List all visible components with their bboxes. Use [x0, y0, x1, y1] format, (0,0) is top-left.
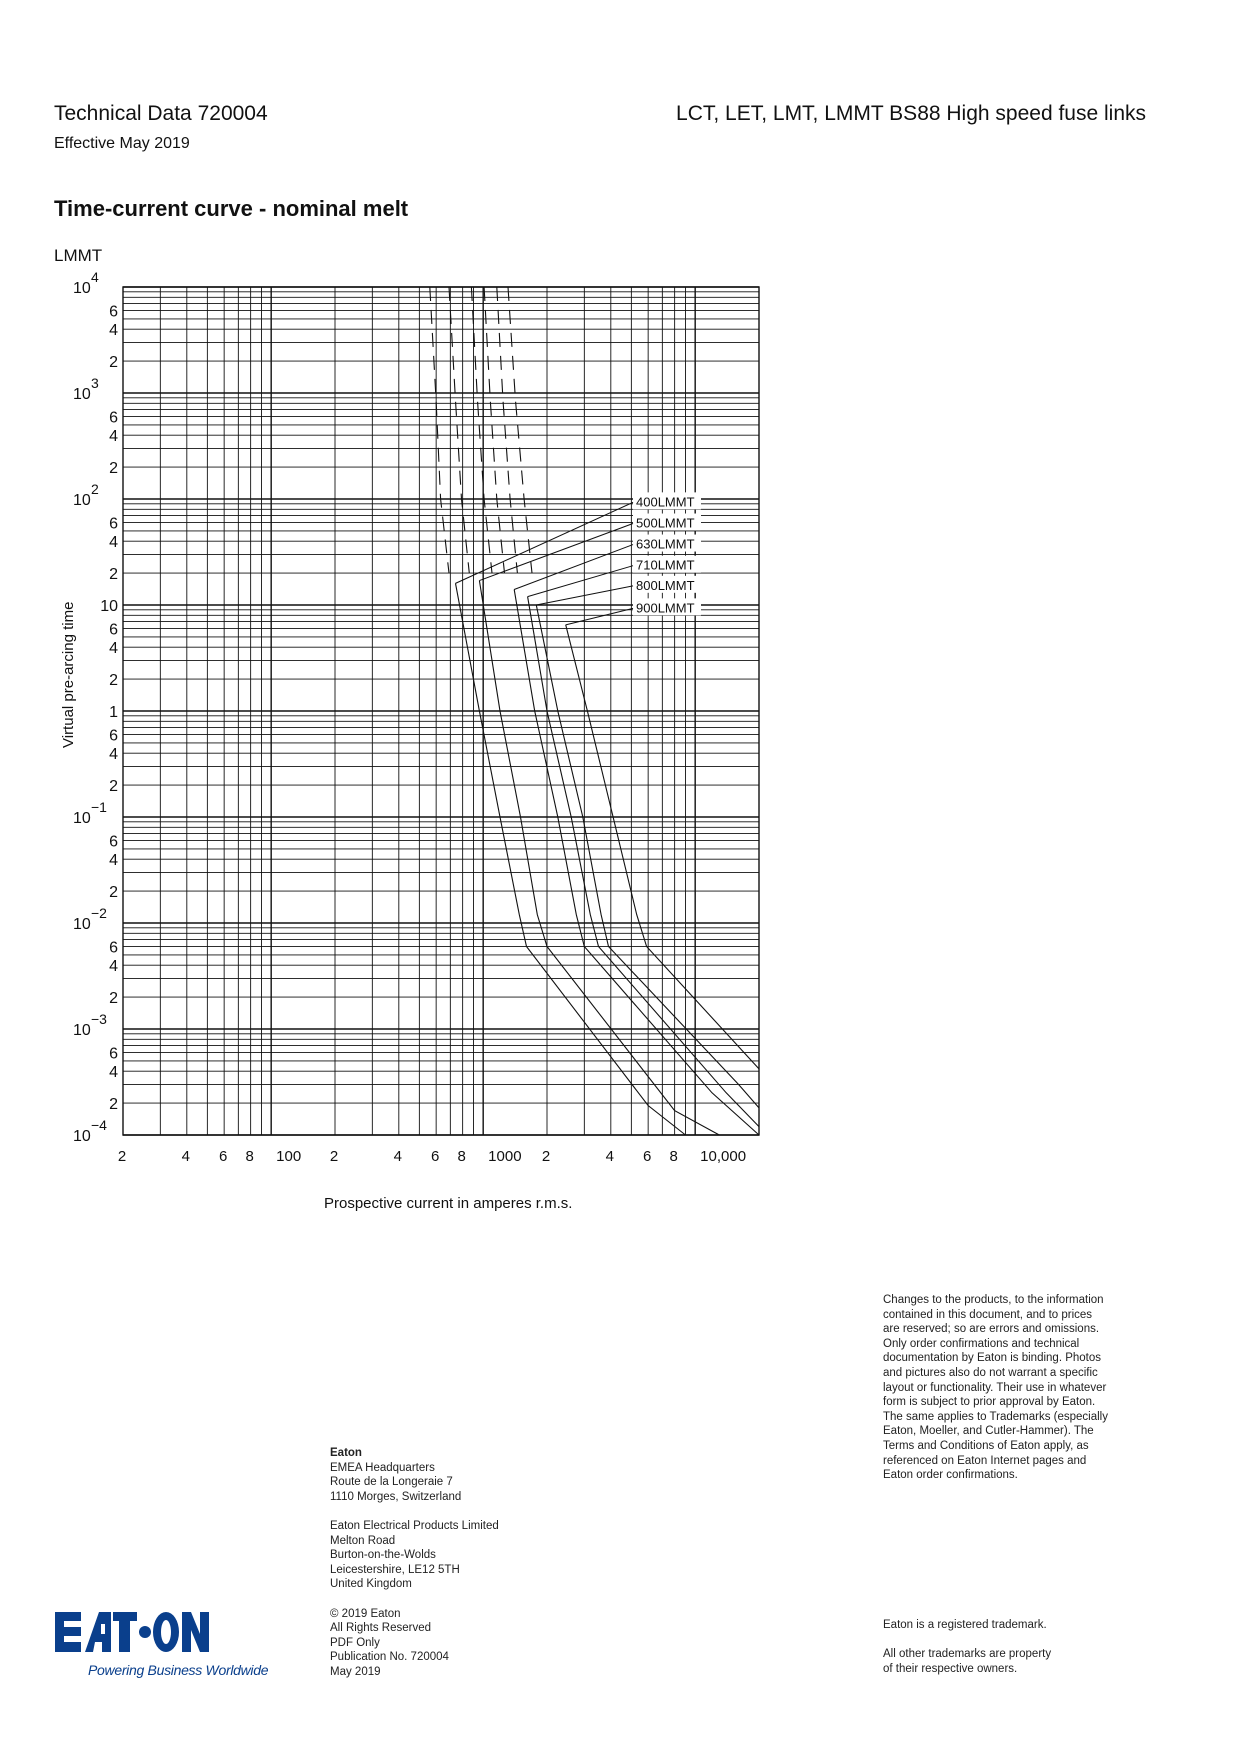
- series-curve-dashed: [508, 287, 532, 573]
- address-line: Melton Road: [330, 1534, 396, 1547]
- y-tick-label: 2: [109, 460, 118, 478]
- y-tick-exponent: −3: [91, 1011, 107, 1027]
- y-tick-label: 6: [109, 939, 118, 957]
- eaton-logo: [55, 1610, 210, 1658]
- address-line: United Kingdom: [330, 1578, 412, 1591]
- x-tick-label: 2: [541, 1148, 551, 1165]
- y-tick-label: 6: [109, 515, 118, 533]
- address-hq: [330, 1461, 590, 1505]
- x-tick-label: 4: [605, 1148, 614, 1165]
- trademark-notice: [883, 1618, 1138, 1691]
- y-tick-label: 4: [109, 1064, 118, 1082]
- x-tick-label: 2: [117, 1148, 127, 1165]
- x-tick-label: 1000: [488, 1148, 522, 1165]
- y-tick-label: 1: [109, 704, 118, 721]
- publication-line: All Rights Reserved: [330, 1622, 431, 1635]
- x-tick-label: 2: [329, 1148, 339, 1165]
- y-tick-label: 10: [73, 386, 91, 403]
- company-name: Eaton: [330, 1447, 362, 1459]
- product-title: LCT, LET, LMT, LMMT BS88 High speed fuse links: [676, 102, 1146, 125]
- disclaimer-line: form is subject to prior approval by Eaton.: [883, 1396, 1096, 1409]
- disclaimer-line: Terms and Conditions of Eaton apply, as: [883, 1439, 1089, 1452]
- series-curve-dashed: [430, 287, 449, 573]
- trademark-line: of their respective owners.: [883, 1662, 1018, 1675]
- y-tick-label: 2: [109, 354, 118, 372]
- disclaimer-line: Eaton order confirmations.: [883, 1469, 1018, 1482]
- disclaimer-text: [883, 1293, 1138, 1483]
- series-label: 500LMMT: [636, 515, 695, 531]
- disclaimer-line: are reserved; so are errors and omissions.: [883, 1323, 1100, 1336]
- x-tick-label: 100: [276, 1148, 302, 1165]
- trademark-line: All other trademarks are property: [883, 1648, 1052, 1661]
- series-curve-dashed: [471, 287, 492, 573]
- y-tick-label: 4: [109, 534, 118, 552]
- series-leader-line: [566, 608, 633, 624]
- y-tick-label: 6: [109, 409, 118, 427]
- series-label: 900LMMT: [636, 600, 695, 616]
- y-tick-label: 2: [109, 884, 118, 902]
- y-tick-label: 10: [73, 810, 91, 827]
- y-tick-label: 2: [109, 1096, 118, 1114]
- series-label: 800LMMT: [636, 577, 695, 593]
- x-tick-label: 4: [181, 1148, 190, 1165]
- y-tick-label: 4: [109, 322, 118, 340]
- disclaimer-line: The same applies to Trademarks (especially: [883, 1410, 1108, 1423]
- y-tick-label: 4: [109, 428, 118, 446]
- y-tick-label: 2: [109, 778, 118, 796]
- publication-line: PDF Only: [330, 1636, 380, 1649]
- y-tick-exponent: −1: [91, 799, 107, 815]
- y-tick-exponent: −2: [91, 905, 107, 921]
- y-tick-label: 10: [73, 1022, 91, 1039]
- y-tick-label: 10: [100, 598, 118, 615]
- x-tick-label: 6: [642, 1148, 652, 1165]
- y-tick-label: 2: [109, 990, 118, 1008]
- chart-grid: [123, 287, 759, 1135]
- y-tick-label: 10: [73, 492, 91, 509]
- series-label: 710LMMT: [636, 557, 695, 573]
- disclaimer-line: documentation by Eaton is binding. Photos: [883, 1352, 1102, 1365]
- y-tick-label: 4: [109, 852, 118, 870]
- y-tick-label: 4: [109, 640, 118, 658]
- y-tick-label: 10: [73, 280, 91, 297]
- address-line: Route de la Longeraie 7: [330, 1476, 453, 1489]
- y-tick-label: 4: [109, 958, 118, 976]
- x-tick-label: 8: [457, 1148, 466, 1165]
- series-leader-line: [455, 502, 633, 583]
- x-axis-label: Prospective current in amperes r.m.s.: [324, 1195, 573, 1212]
- series-curve-solid: [479, 581, 719, 1135]
- disclaimer-line: referenced on Eaton Internet pages and: [883, 1454, 1087, 1467]
- y-tick-exponent: −4: [91, 1117, 107, 1133]
- publication-line: © 2019 Eaton: [330, 1607, 401, 1620]
- x-tick-label: 6: [218, 1148, 228, 1165]
- effective-date: Effective May 2019: [54, 135, 190, 152]
- series-label: 630LMMT: [636, 536, 695, 552]
- document-number: 720004: [197, 102, 268, 125]
- y-tick-label: 10: [73, 1128, 91, 1145]
- disclaimer-line: Changes to the products, to the information: [883, 1294, 1104, 1306]
- address-line: Leicestershire, LE12 5TH: [330, 1563, 460, 1576]
- y-tick-exponent: 2: [91, 481, 99, 497]
- y-tick-label: 2: [109, 672, 118, 690]
- publication-line: May 2019: [330, 1665, 381, 1678]
- x-tick-label: 4: [393, 1148, 402, 1165]
- document-title-label: Technical Data: [54, 102, 192, 125]
- disclaimer-line: Only order confirmations and technical: [883, 1337, 1080, 1350]
- brand-tagline: Powering Business Worldwide: [88, 1662, 269, 1678]
- address-line: Burton-on-the-Wolds: [330, 1549, 436, 1562]
- series-curve-solid: [528, 597, 759, 1127]
- y-tick-label: 6: [109, 303, 118, 321]
- series-curve-solid: [514, 590, 759, 1136]
- y-tick-label: 2: [109, 566, 118, 584]
- section-heading: Time-current curve - nominal melt: [54, 196, 409, 221]
- disclaimer-line: Eaton, Moeller, and Cutler-Hammer). The: [883, 1425, 1094, 1438]
- y-tick-label: 4: [109, 746, 118, 764]
- address-line: Eaton Electrical Products Limited: [330, 1519, 499, 1532]
- series-label: 400LMMT: [636, 494, 695, 510]
- x-tick-label: 6: [430, 1148, 440, 1165]
- y-tick-exponent: 3: [91, 375, 99, 391]
- disclaimer-line: and pictures also do not warrant a specific: [883, 1366, 1098, 1379]
- fuse-series-label: LMMT: [54, 246, 103, 265]
- y-tick-label: 6: [109, 833, 118, 851]
- x-tick-label: 8: [669, 1148, 678, 1165]
- disclaimer-line: contained in this document, and to prices: [883, 1308, 1093, 1321]
- series-leader-line: [528, 566, 633, 597]
- publication-line: Publication No. 720004: [330, 1651, 449, 1664]
- x-tick-label: 10,000: [700, 1148, 747, 1165]
- y-tick-label: 6: [109, 621, 118, 639]
- address-uk: [330, 1519, 590, 1592]
- y-tick-label: 6: [109, 1045, 118, 1063]
- series-curve-dashed: [449, 287, 469, 573]
- y-axis-label: Virtual pre-arcing time: [60, 601, 77, 748]
- address-line: EMEA Headquarters: [330, 1461, 435, 1474]
- y-tick-label: 6: [109, 727, 118, 745]
- y-tick-label: 10: [73, 916, 91, 933]
- y-tick-exponent: 4: [91, 269, 99, 285]
- x-tick-label: 8: [245, 1148, 254, 1165]
- copyright-info: [330, 1607, 590, 1680]
- disclaimer-line: layout or functionality. Their use in whatever: [883, 1381, 1107, 1394]
- address-block: [330, 1446, 590, 1694]
- address-line: 1110 Morges, Switzerland: [330, 1490, 462, 1503]
- trademark-line: Eaton is a registered trademark.: [883, 1619, 1047, 1631]
